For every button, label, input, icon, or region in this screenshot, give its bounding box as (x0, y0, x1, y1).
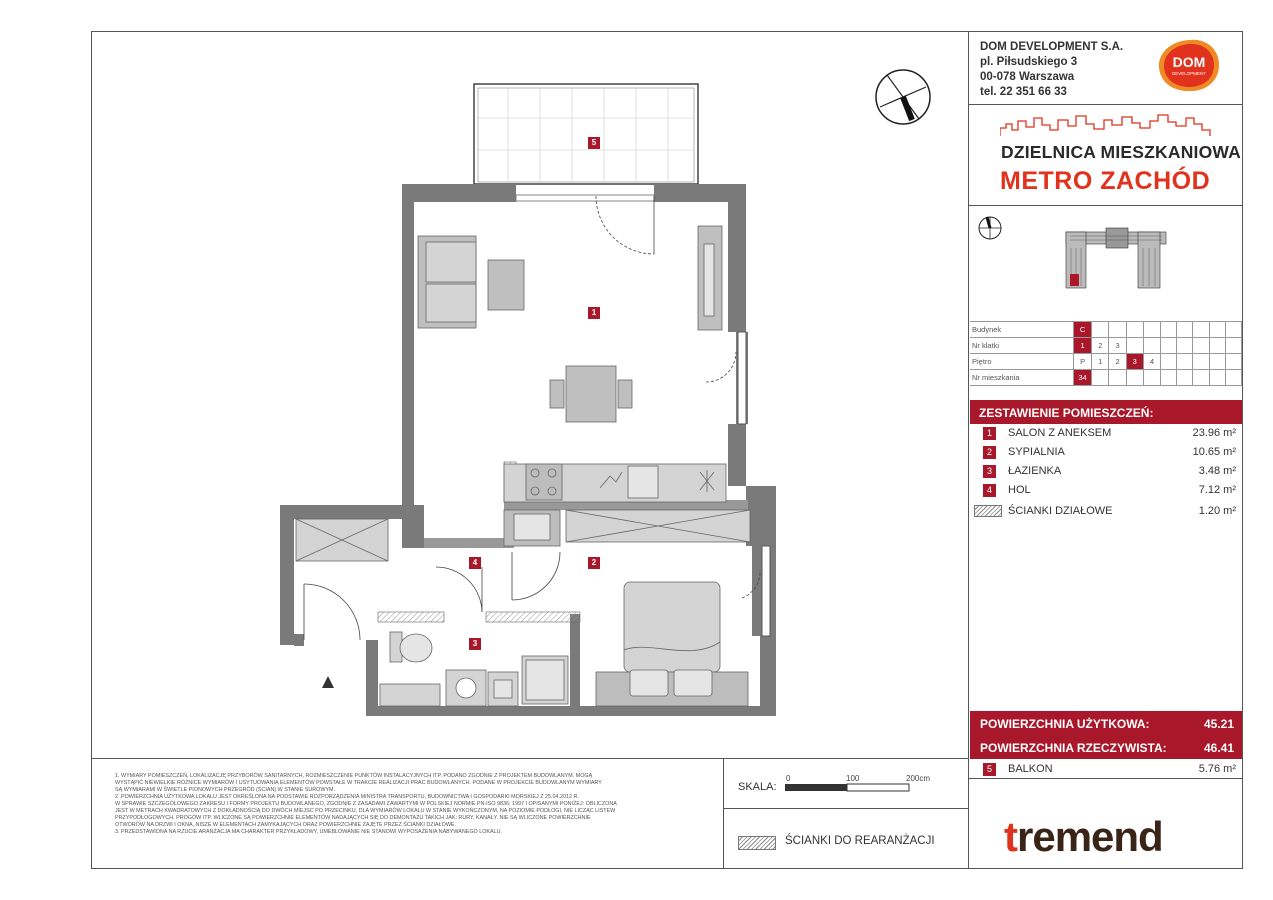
building-table-cell (1092, 370, 1109, 386)
building-table-cell: C (1073, 322, 1091, 338)
total-actual-value: 46.41 (1203, 741, 1234, 755)
building-table-row (970, 354, 1242, 370)
balcony-area: 5.76 m² (1198, 763, 1236, 775)
building-table-cell (1143, 338, 1160, 354)
project-line1: DZIELNICA MIESZKANIOWA (1001, 142, 1241, 162)
note-line: 2. POWIERZCHNIA UŻYTKOWA LOKALU JEST OKREŚLONA NA PODSTAWIE ROZPORZĄDZENIA MINISTRA TRANSPORTU, BUDOWNICTWA I GOSPODARKI MORSKIEJ Z 25.04.2012 R. (115, 794, 579, 800)
total-actual (970, 735, 1242, 759)
room-name: SALON Z ANEKSEM (1008, 427, 1112, 439)
floor-plan (270, 78, 790, 723)
building-table-cell (1143, 370, 1160, 386)
walls-name: ŚCIANKI DZIAŁOWE (1008, 505, 1113, 517)
balcony-number: 5 (983, 763, 996, 776)
building-table-cell (1161, 322, 1177, 338)
building-table-cell: P (1073, 354, 1091, 370)
bedroom-furniture (596, 582, 748, 706)
tremend-logo-t: t (1004, 813, 1017, 860)
total-actual-label: POWIERZCHNIA RZECZYWISTA: (980, 741, 1167, 755)
room-number: 1 (983, 427, 996, 440)
hatch-swatch (974, 505, 1002, 517)
walls-row (970, 502, 1242, 521)
building-table-cell (1161, 354, 1177, 370)
note-line: JEST W METRACH KWADRATOWYCH Z DOKŁADNOŚCIĄ DO DWÓCH MIEJSC PO PRZECINKU, DLA WYMIARÓW LOKALU W STANIE WYKOŃCZONYM, NA POZIOMIE PODŁOGI, NIE LICZĄC LISTEW (115, 808, 616, 814)
building-table-cell (1109, 322, 1126, 338)
door-swings (304, 196, 760, 640)
building-table-cell (1209, 354, 1225, 370)
building-table-cell (1126, 338, 1143, 354)
building-table-cell (1143, 322, 1160, 338)
room-name: ŁAZIENKA (1008, 465, 1062, 477)
building-table-cell (1109, 370, 1126, 386)
building-table-cell (1161, 338, 1177, 354)
building-table-cell: 2 (1092, 338, 1109, 354)
entrance-arrow-icon (322, 676, 334, 688)
note-line: W SPRAWIE SZCZEGÓŁOWEGO ZAKRESU I FORMY PROJEKTU BUDOWLANEGO, ZGODNIE Z ZASADAMI ZAWARTYMI W POLSKIEJ NORMIE PN-ISO 9836: 1997 I OPISANYMI PONIŻEJ: OBLICZONA (115, 801, 617, 807)
building-table-cell: 4 (1143, 354, 1160, 370)
total-usable-value: 45.21 (1203, 717, 1234, 731)
sep-company (968, 104, 1243, 105)
rooms-header: ZESTAWIENIE POMIESZCZEŃ: (970, 400, 1242, 424)
plan-marker-hall: 4 (469, 557, 481, 569)
logo-sub-text: DEVELOPMENT (1171, 71, 1207, 76)
sep-legend (723, 808, 968, 809)
room-row (970, 443, 1242, 462)
note-line: 3. PRZEDSTAWIONA NA RZUCIE ARANŻACJA MA CHARAKTER PRZYKŁADOWY, UMEBLOWANIE NIE STANOWI WYPOSAŻENIA NABYWANEGO LOKALU. (115, 829, 502, 835)
balcony-row (970, 760, 1242, 779)
scale-tick-0: 0 (786, 774, 791, 783)
note-line: SĄ WYMIARAMI W ŚWIETLE PIONOWYCH PRZEGRÓD (ŚCIAN) W STANIE SUROWYM. (115, 787, 336, 793)
balcony-name: BALKON (1008, 763, 1053, 775)
building-table-cell (1193, 322, 1209, 338)
building-table-cell (1193, 354, 1209, 370)
building-table-row (970, 370, 1242, 386)
company-phone: tel. 22 351 66 33 (980, 86, 1067, 98)
small-compass-icon (976, 214, 1004, 242)
total-usable (970, 711, 1242, 735)
building-table-cell: 3 (1109, 338, 1126, 354)
building-table-cell (1193, 370, 1209, 386)
building-table-cell: 1 (1092, 354, 1109, 370)
room-number: 2 (983, 446, 996, 459)
scale-tick-200: 200cm (906, 774, 931, 783)
building-table-cell (1225, 354, 1241, 370)
building-table-row (970, 322, 1242, 338)
room-area: 3.48 m² (1198, 465, 1236, 477)
sep-notes (91, 758, 968, 759)
room-number: 3 (983, 465, 996, 478)
sep-scale (723, 758, 724, 869)
building-table-cell (1209, 338, 1225, 354)
building-table-label: Nr klatki (970, 338, 1073, 354)
legend-hatch-swatch (738, 836, 776, 850)
scale-label: SKALA: (738, 781, 777, 793)
total-usable-label: POWIERZCHNIA UŻYTKOWA: (980, 717, 1150, 731)
dom-development-logo (1156, 37, 1222, 93)
building-table-cell (1225, 322, 1241, 338)
living-furniture (418, 226, 722, 422)
building-table-label: Budynek (970, 322, 1073, 338)
sep-brand (968, 205, 1243, 206)
building-table-cell (1177, 370, 1193, 386)
building-table (970, 321, 1242, 386)
tremend-logo-rest: remend (1017, 813, 1163, 860)
compass-icon (872, 66, 934, 128)
building-keyplan-icon (1062, 226, 1172, 290)
project-line2: METRO ZACHÓD (1000, 167, 1211, 195)
building-table-cell (1177, 322, 1193, 338)
building-table-cell (1209, 322, 1225, 338)
building-table-row (970, 338, 1242, 354)
tremend-logo (1004, 813, 1163, 861)
building-table-cell (1161, 370, 1177, 386)
notes (115, 773, 720, 836)
sidebar-divider (968, 31, 969, 869)
walls-area: 1.20 m² (1198, 505, 1236, 517)
room-row (970, 424, 1242, 443)
company-city: 00-078 Warszawa (980, 71, 1075, 83)
note-line: 1. WYMIARY POMIESZCZEŃ, LOKALIZACJĘ PRZYBORÓW SANITARNYCH, ROZMIESZCZENIE PUNKTÓW INSTALACYJNYCH ITP. PODANO ZGODNIE Z PROJEKTEM BUDOWLANYM. MOGĄ (115, 773, 593, 779)
plan-marker-bathroom: 3 (469, 638, 481, 650)
skyline-icon (1000, 112, 1214, 138)
building-table-cell: 1 (1073, 338, 1091, 354)
room-name: HOL (1008, 484, 1031, 496)
building-table-cell (1177, 338, 1193, 354)
balcony-area (474, 84, 698, 184)
scale-bar (785, 783, 915, 793)
building-table-cell (1209, 370, 1225, 386)
note-line: WYSTĄPIĆ NIEWIELKIE RÓŻNICE WYMIARÓW I USYTUOWANIA ELEMENTÓW POWSTAŁE W TRAKCIE REALIZACJI PRAC BUDOWLANYCH. PODANE W PROJEKCIE BUDOWLANYM WYMIARY (115, 780, 602, 786)
room-row (970, 481, 1242, 500)
building-table-label: Nr mieszkania (970, 370, 1073, 386)
building-table-cell: 3 (1126, 354, 1143, 370)
room-area: 10.65 m² (1192, 446, 1236, 458)
company-info (980, 40, 1123, 100)
project-brand (972, 112, 1242, 204)
building-table-cell (1225, 370, 1241, 386)
room-name: SYPIALNIA (1008, 446, 1065, 458)
plan-marker-bedroom: 2 (588, 557, 600, 569)
building-table-cell: 34 (1073, 370, 1091, 386)
room-number: 4 (983, 484, 996, 497)
room-row (970, 462, 1242, 481)
building-table-cell (1225, 338, 1241, 354)
room-area: 23.96 m² (1192, 427, 1236, 439)
note-line: OTWORÓW NA DRZWI I OKNA, NISZE W ELEMENTACH ZAMYKAJĄCYCH ORAZ POWIERZCHNIE ZAJĘTE PRZEZ ŚCIANKI DZIAŁOWE. (115, 822, 457, 828)
legend-rearrange: ŚCIANKI DO REARANŻACJI (785, 835, 935, 847)
building-table-cell (1193, 338, 1209, 354)
plan-marker-balcony: 5 (588, 137, 600, 149)
building-table-label: Piętro (970, 354, 1073, 370)
room-area: 7.12 m² (1198, 484, 1236, 496)
note-line: PRZYPODŁOGOWYCH, PROGÓW ITP. WLICZONE SĄ POWIERZCHNIE ELEMENTÓW NADAJĄCYCH SIĘ DO DEMONTAŻU TAKICH JAK: RURY, KANAŁY. NIE SĄ WLICZONE POWIERZCHNIE (115, 815, 591, 821)
logo-main-text: DOM (1172, 54, 1206, 70)
shaft (296, 519, 388, 561)
building-table-cell (1126, 322, 1143, 338)
building-table-cell (1177, 354, 1193, 370)
building-table-cell (1126, 370, 1143, 386)
scale-tick-100: 100 (846, 774, 860, 783)
company-name: DOM DEVELOPMENT S.A. (980, 41, 1124, 53)
building-table-cell (1092, 322, 1109, 338)
company-street: pl. Piłsudskiego 3 (980, 56, 1078, 68)
plan-marker-salon: 1 (588, 307, 600, 319)
building-table-cell: 2 (1109, 354, 1126, 370)
